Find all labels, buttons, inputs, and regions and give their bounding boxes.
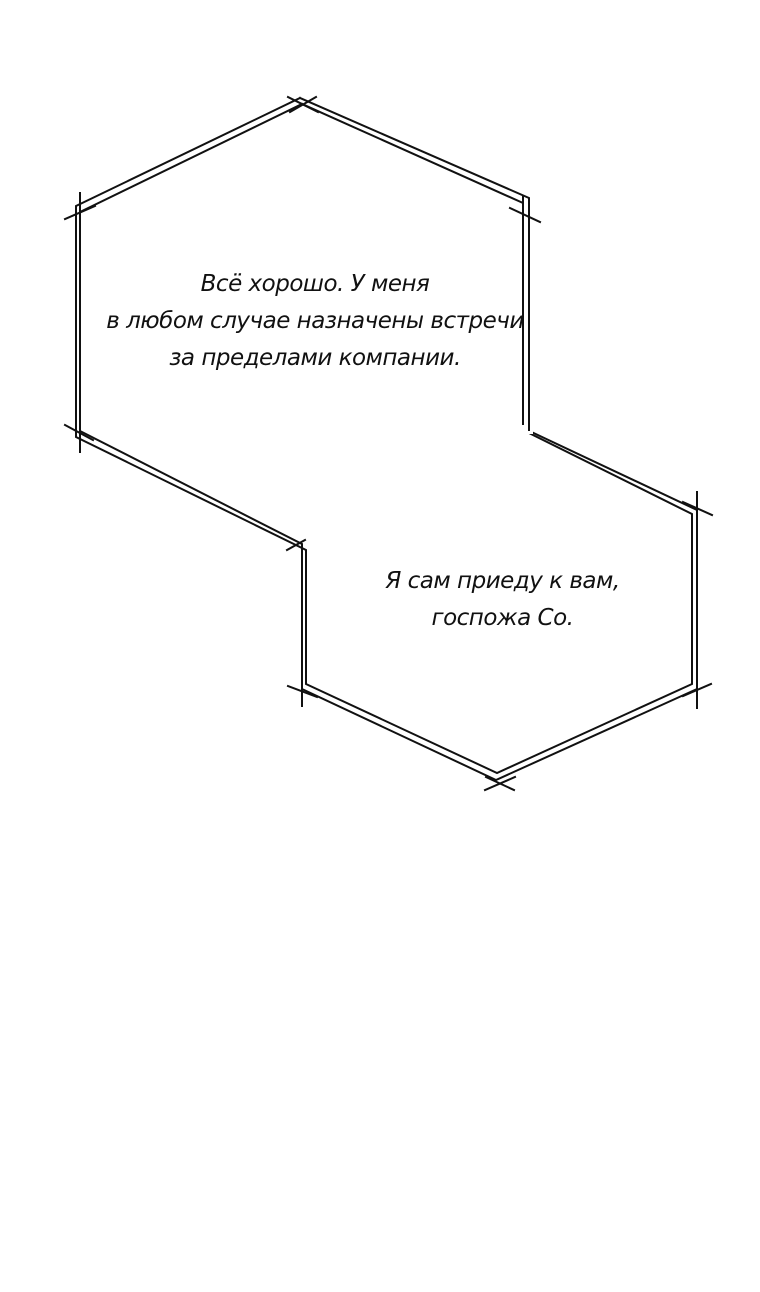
bubble-join-gap: [519, 410, 533, 434]
dialogue-line: в любом случае назначены встречи: [106, 308, 524, 334]
dialogue-line: Я сам приеду к вам,: [385, 568, 620, 594]
speech-bubble-top-text: [95, 266, 535, 377]
bubble-outline-parallel: [76, 98, 692, 773]
dialogue-line: Всё хорошо. У меня: [200, 271, 430, 297]
corner-tick: [510, 208, 540, 222]
bubble-outline-outer: [80, 104, 697, 780]
speech-bubble-bottom-text: [370, 563, 635, 637]
dialogue-line: госпожа Со.: [431, 605, 574, 631]
dialogue-line: за пределами компании.: [169, 345, 461, 371]
bubble-outline-inner: [86, 112, 703, 786]
